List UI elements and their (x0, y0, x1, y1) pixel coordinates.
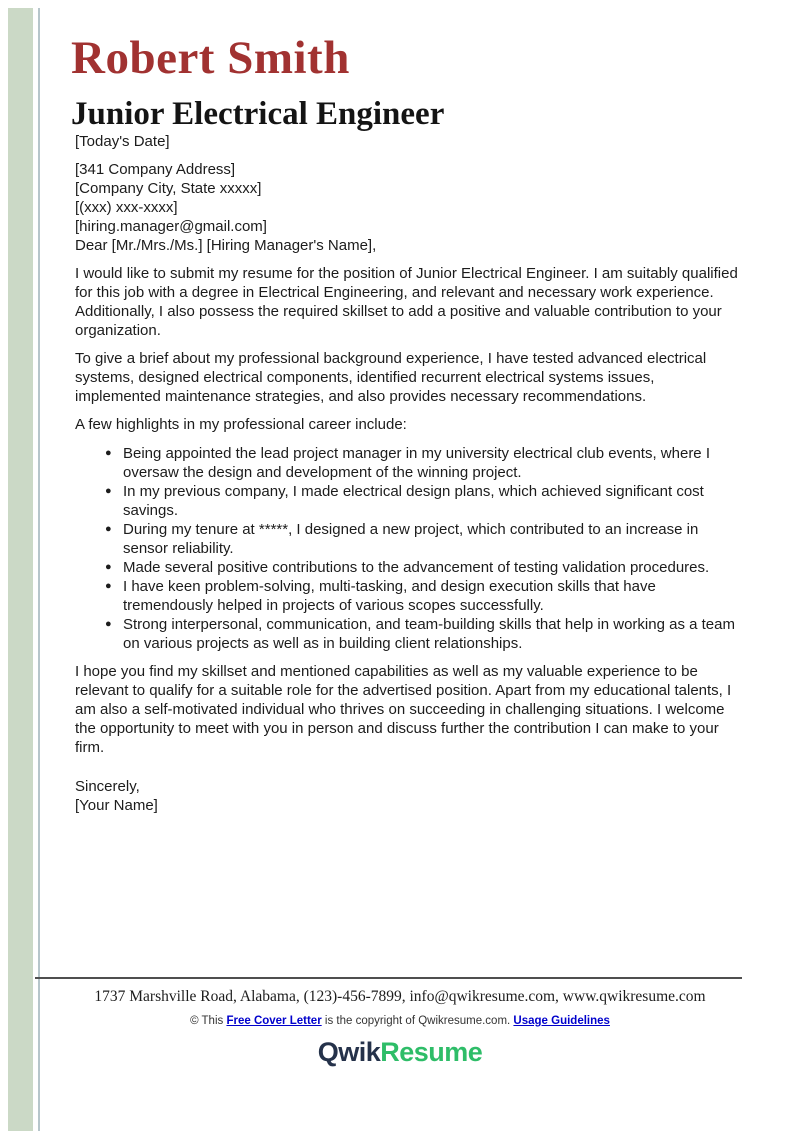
footer-copyright (0, 1015, 800, 1027)
highlight-text: In my previous company, I made electrical design plans, which achieved significant cost savings. (123, 482, 704, 519)
page-footer (0, 977, 800, 1068)
footer-divider (35, 977, 742, 979)
bullet-icon: ● (105, 579, 112, 592)
footer-contact-line: 1737 Marshville Road, Alabama, (123)-456-7899, info@qwikresume.com, www.qwikresume.com (94, 988, 706, 1005)
paragraph: To give a brief about my professional background experience, I have tested advanced electrical systems, designed electrical components, identified recurrent electrical systems issues, implemented maintenance strategies, and also provides necessary recommendations. (75, 349, 707, 405)
address-line: [hiring.manager@gmail.com] (75, 217, 267, 235)
address-line: [341 Company Address] (75, 160, 236, 178)
bullet-icon: ● (105, 617, 112, 630)
signoff: Sincerely, (75, 777, 140, 795)
address-line: [(xxx) xxx-xxxx] (75, 198, 178, 216)
highlight-text: Made several positive contributions to the advancement of testing validation procedures. (123, 558, 710, 576)
highlight-item (105, 615, 741, 653)
usage-guidelines-link[interactable]: Usage Guidelines (513, 1015, 610, 1027)
letter-content (71, 0, 741, 815)
highlight-text: During my tenure at *****, I designed a new project, which contributed to an increase in sensor reliability. (123, 520, 699, 557)
salutation: Dear [Mr./Mrs./Ms.] [Hiring Manager's Name], (75, 236, 377, 254)
copyright-text: is the copyright of Qwikresume.com. (321, 1015, 514, 1027)
bullet-icon: ● (105, 522, 112, 535)
highlight-item (105, 482, 741, 520)
bullet-icon: ● (105, 446, 112, 459)
highlight-item (105, 558, 741, 577)
highlights-intro: A few highlights in my professional career include: (75, 415, 407, 433)
logo-text-qwik: Qwik (317, 1037, 381, 1067)
bullet-icon: ● (105, 560, 112, 573)
qwikresume-logo (0, 1037, 800, 1068)
paragraph: I would like to submit my resume for the position of Junior Electrical Engineer. I am suitably qualified for this job with a degree in Electrical Engineering, and relevant and necessary work experience. Additionally, I also possess the required skillset to add a positive and valuable contribution to your organization. (75, 264, 738, 339)
highlight-item (105, 444, 741, 482)
highlight-item (105, 520, 741, 558)
letter-body (75, 132, 741, 815)
highlight-text: Strong interpersonal, communication, and team-building skills that help in working as a team on various projects as well as in building client relationships. (123, 615, 735, 652)
highlights-list (75, 444, 741, 653)
highlight-item (105, 577, 741, 615)
job-title: Junior Electrical Engineer (71, 96, 445, 133)
left-accent-hairline (38, 8, 40, 1131)
candidate-name: Robert Smith (71, 32, 350, 84)
signature-placeholder: [Your Name] (75, 796, 158, 814)
copyright-text: © This (190, 1015, 227, 1027)
signoff-block (75, 777, 741, 815)
highlight-text: Being appointed the lead project manager in my university electrical club events, where I oversaw the design and development of the winning project. (123, 444, 710, 481)
address-line: [Company City, State xxxxx] (75, 179, 262, 197)
date-placeholder: [Today's Date] (75, 132, 170, 150)
bullet-icon: ● (105, 484, 112, 497)
left-accent-stripe (8, 8, 33, 1131)
highlight-text: I have keen problem-solving, multi-tasking, and design execution skills that have tremendously helped in projects of various scopes successfully. (123, 577, 656, 614)
company-address-block (75, 160, 741, 236)
free-cover-letter-link[interactable]: Free Cover Letter (226, 1015, 322, 1027)
logo-text-resume: Resume (380, 1037, 483, 1067)
closing-paragraph: I hope you find my skillset and mentioned capabilities as well as my valuable experience to be relevant to qualify for a suitable role for the advertised position. Apart from my educational talents, I am also a self-motivated individual who thrives on succeeding in challenging situations. I welcome the opportunity to meet with you in person and discuss further the contribution I can make to your firm. (75, 662, 732, 756)
